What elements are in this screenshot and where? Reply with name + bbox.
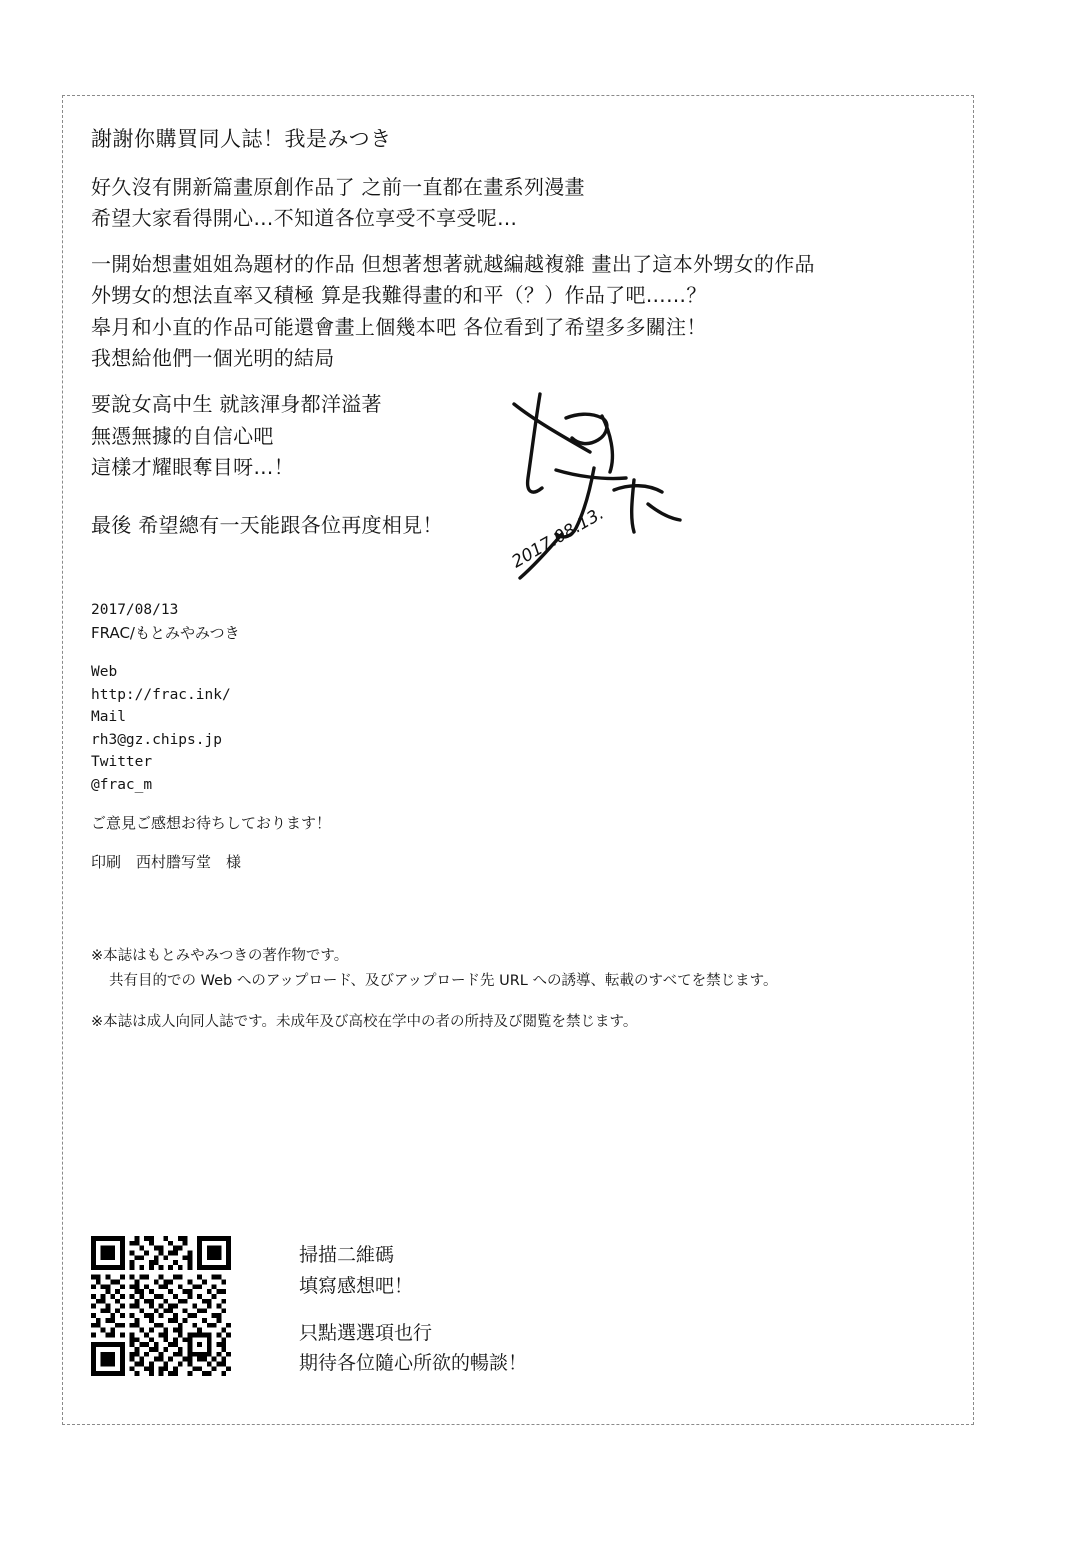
qr-line: 期待各位隨心所欲的暢談！ xyxy=(299,1352,528,1375)
qr-line: 填寫感想吧！ xyxy=(299,1274,414,1297)
afterword-paragraph-1 xyxy=(91,172,953,235)
afterword-line: 外甥女的想法直率又積極 算是我難得畫的和平（？）作品了吧……？ xyxy=(91,283,707,308)
contact-label-twitter: Twitter xyxy=(91,754,153,771)
credits-identity xyxy=(91,599,953,645)
qr-instruction-group-1 xyxy=(299,1240,527,1302)
afterword-line: 我想給他們一個光明的結局 xyxy=(91,346,335,371)
qr-line: 掃描二維碼 xyxy=(299,1244,395,1266)
contact-value-twitter[interactable]: @frac_m xyxy=(91,776,153,793)
afterword-line: 好久沒有開新篇畫原創作品了 之前一直都在畫系列漫畫 xyxy=(91,174,585,199)
contact-label-web: Web xyxy=(91,664,118,681)
qr-instructions xyxy=(299,1236,527,1395)
afterword-line: 無憑無據的自信心吧 xyxy=(91,423,274,448)
page-frame xyxy=(62,95,974,1425)
page-content xyxy=(91,124,953,1051)
qr-code-icon[interactable] xyxy=(91,1236,231,1376)
credits-printer: 印刷 西村謄写堂 様 xyxy=(91,853,242,872)
credits-contacts xyxy=(91,661,953,796)
legal-note-main: ※本誌は成人向同人誌です。未成年及び高校在学中の者の所持及び閲覧を禁じます。 xyxy=(91,1014,638,1031)
legal-note-main: ※本誌はもとみやみつきの著作物です。 xyxy=(91,948,349,965)
credits-circle: FRAC/もとみやみつき xyxy=(91,623,240,642)
afterword-line: 皋月和小直的作品可能還會畫上個幾本吧 各位看到了希望多多關注！ xyxy=(91,314,707,339)
qr-section xyxy=(91,1236,527,1395)
afterword-line: 要說女高中生 就該渾身都洋溢著 xyxy=(91,392,382,417)
afterword-line: 這樣才耀眼奪目呀…！ xyxy=(91,455,294,480)
credits-block xyxy=(91,599,953,874)
legal-note-2 xyxy=(91,1010,953,1035)
contact-value-web[interactable]: http://frac.ink/ xyxy=(91,686,231,703)
credits-date: 2017/08/13 xyxy=(91,602,179,619)
qr-line: 只點選選項也行 xyxy=(299,1321,433,1344)
qr-instruction-group-2 xyxy=(299,1318,527,1380)
contact-label-mail: Mail xyxy=(91,709,126,726)
afterword-line: 希望大家看得開心…不知道各位享受不享受呢… xyxy=(91,206,518,231)
signature-date: 2017.08.13. xyxy=(508,503,608,573)
contact-value-mail[interactable]: rh3@gz.chips.jp xyxy=(91,731,222,748)
afterword-block xyxy=(91,124,953,541)
afterword-line: 最後 希望總有一天能跟各位再度相見！ xyxy=(91,512,443,537)
afterword-paragraph-4 xyxy=(91,510,953,542)
legal-note-1 xyxy=(91,944,953,994)
credits-feedback: ご意見ご感想お待ちしております！ xyxy=(91,813,332,832)
afterword-paragraph-2 xyxy=(91,249,953,375)
legal-note-sub: 共有目的での Web へのアップロード、及びアップロード先 URL への誘導、転載のすべてを禁じます。 xyxy=(109,973,778,990)
afterword-line: 一開始想畫姐姐為題材的作品 但想著想著就越編越複雜 畫出了這本外甥女的作品 xyxy=(91,251,815,276)
legal-notes xyxy=(91,944,953,1035)
afterword-paragraph-3 xyxy=(91,389,953,484)
afterword-title: 謝謝你購買同人誌！我是みつき xyxy=(91,127,392,151)
